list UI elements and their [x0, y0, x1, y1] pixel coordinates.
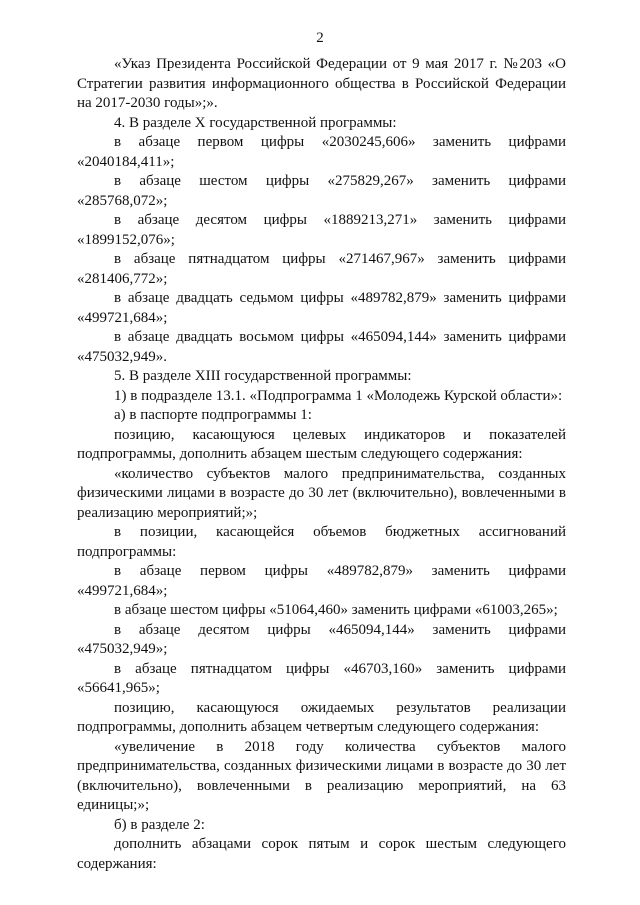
paragraph-section-2-item: б) в разделе 2: [114, 816, 205, 833]
paragraph-quote: «количество субъектов малого предпринимательства, созданных физическими лицами в возрасте до 30 лет (включительно), вовлеченными в реализацию мероприятий;»; [77, 465, 566, 521]
paragraph-section-13-heading: 5. В разделе XIII государственной программы: [114, 368, 412, 384]
paragraph-amendment: в абзаце шестом цифры «51064,460» заменить цифрами «61003,265»; [114, 602, 558, 618]
paragraph-budget-position: в позиции, касающейся объемов бюджетных ассигнований подпрограммы: [77, 524, 566, 560]
page-number: 2 [316, 30, 324, 46]
paragraph-amendment: в абзаце первом цифры «489782,879» заменить цифрами «499721,684»; [77, 563, 566, 599]
paragraph-amendment: в абзаце двадцать восьмом цифры «465094,144» заменить цифрами «475032,949». [77, 329, 566, 365]
paragraph-amendment: в абзаце десятом цифры «1889213,271» заменить цифрами «1899152,076»; [77, 212, 566, 248]
paragraph-amendment: в абзаце пятнадцатом цифры «271467,967» заменить цифрами «281406,772»; [77, 251, 566, 287]
paragraph-amendment: в абзаце шестом цифры «275829,267» заменить цифрами «285768,072»; [77, 173, 566, 209]
paragraph-indicators-position: позицию, касающуюся целевых индикаторов и показателей подпрограммы, дополнить абзацем шестым следующего содержания: [77, 426, 566, 462]
paragraph-quote: «увеличение в 2018 году количества субъектов малого предпринимательства, созданных физическими лицами в возрасте до 30 лет (включительно), вовлеченными в реализацию мероприятий, на 63 единицы;»; [77, 738, 566, 813]
paragraph-subsection-13-1: 1) в подразделе 13.1. «Подпрограмма 1 «Молодежь Курской области»: [114, 387, 563, 404]
paragraph-results-position: позицию, касающуюся ожидаемых результатов реализации подпрограммы, дополнить абзацем четвертым следующего содержания: [77, 699, 566, 735]
paragraph-passport-item: а) в паспорте подпрограммы 1: [114, 407, 312, 423]
paragraph-supplement: дополнить абзацами сорок пятым и сорок шестым следующего содержания: [77, 836, 566, 872]
paragraph-amendment: в абзаце пятнадцатом цифры «46703,160» заменить цифрами «56641,965»; [77, 660, 566, 696]
paragraph-decree-reference: «Указ Президента Российской Федерации от 9 мая 2017 г. №203 «О Стратегии развития информационного общества в Российской Федерации на 2017-2030 годы»;». [77, 56, 566, 111]
paragraph-amendment: в абзаце первом цифры «2030245,606» заменить цифрами «2040184,411»; [77, 134, 566, 170]
document-body [77, 55, 566, 874]
paragraph-section-10-heading: 4. В разделе X государственной программы: [114, 114, 397, 131]
paragraph-amendment: в абзаце десятом цифры «465094,144» заменить цифрами «475032,949»; [77, 621, 566, 657]
paragraph-amendment: в абзаце двадцать седьмом цифры «489782,879» заменить цифрами «499721,684»; [77, 290, 566, 326]
